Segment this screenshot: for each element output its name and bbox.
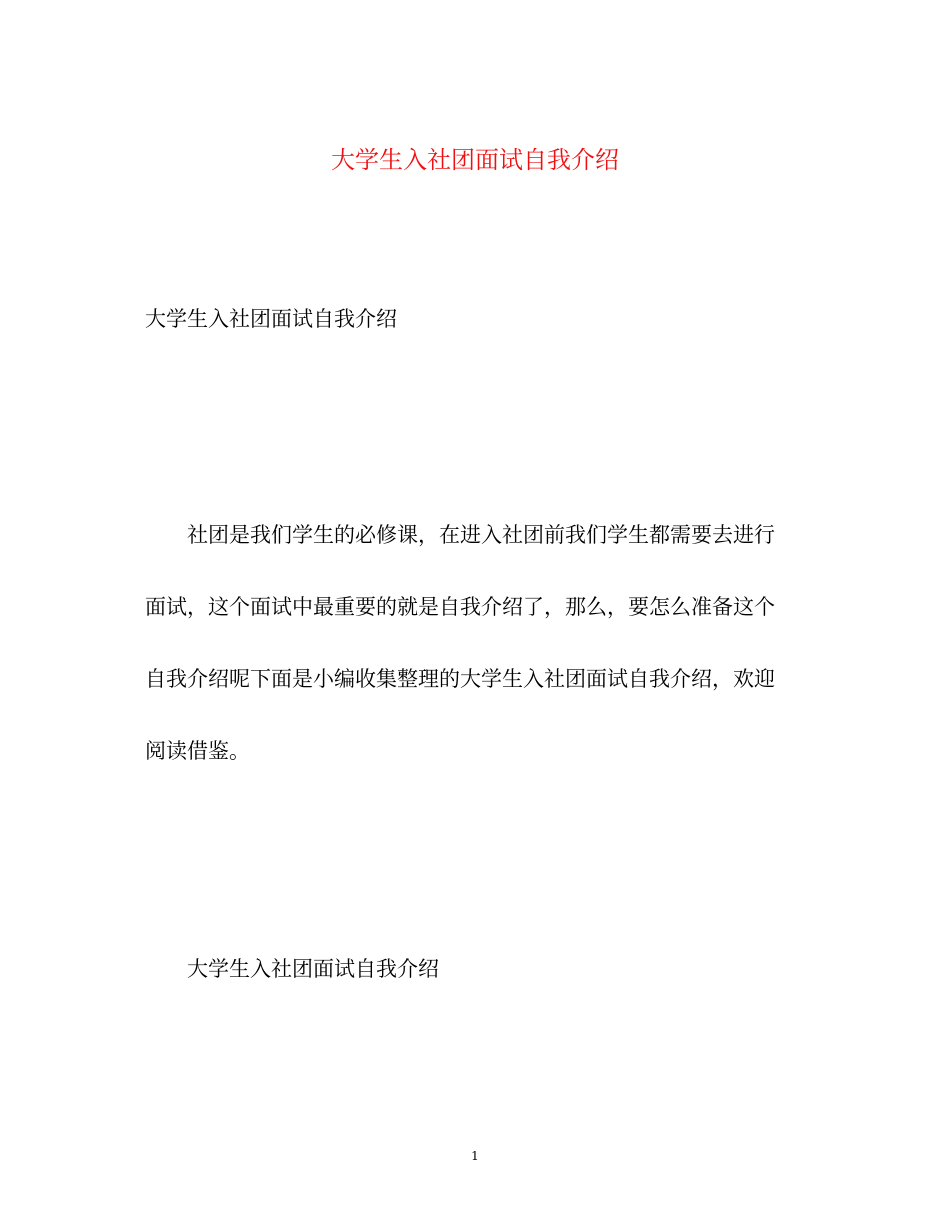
paragraph-line: 面试，这个面试中最重要的就是自我介绍了，那么，要怎么准备这个	[145, 595, 775, 619]
paragraph-line: 社团是我们学生的必修课，在进入社团前我们学生都需要去进行	[187, 523, 775, 547]
document-title: 大学生入社团面试自我介绍	[331, 146, 619, 174]
paragraph-line: 阅读借鉴。	[145, 739, 250, 763]
paragraph-line: 自我介绍呢下面是小编收集整理的大学生入社团面试自我介绍，欢迎	[145, 667, 775, 691]
page-number: 1	[471, 1149, 479, 1163]
section-heading: 大学生入社团面试自我介绍	[187, 957, 439, 981]
document-subtitle: 大学生入社团面试自我介绍	[145, 307, 397, 331]
